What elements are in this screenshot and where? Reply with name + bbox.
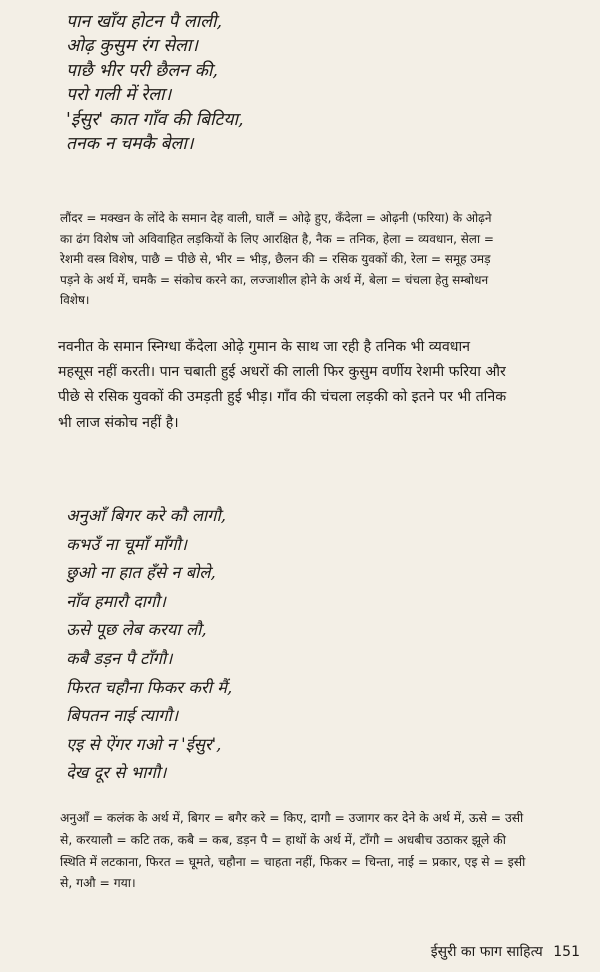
verse-stanza-1 (66, 10, 366, 156)
glossary-line: से, करयालौ = कटि तक, कबै = कब, डड़न पै = हाथों के अर्थ में, टाँगौ = अधबीच उठाकर झूले की (60, 832, 506, 847)
verse-line: अनुआँ बिगर करे कौ लागौ, (66, 506, 226, 525)
glossary-line: रेशमी वस्त्र विशेष, पाछै = पीछे से, भीर = भीड़, छैलन की = रसिक युवकों की, रेला = समूह उमड़ (60, 252, 491, 266)
verse-line: 'ईसुर' कात गाँव की बिटिया, (66, 109, 244, 130)
verse-stanza-2 (66, 502, 386, 788)
paragraph-line: महसूस नहीं करती। पान चबाती हुई अधरों की लाली फिर कुसुम वर्णीय रेशमी फरिया और (58, 364, 506, 381)
glossary-line: विशेष। (60, 293, 90, 307)
verse-line: पाछै भीर परी छैलन की, (66, 60, 218, 81)
glossary-line: का ढंग विशेष जो अविवाहित लड़कियों के लिए आरक्षित है, नैक = तनिक, हेला = व्यवधान, सेला = (60, 231, 494, 246)
verse-line: पान खाँय होटन पै लाली, (66, 12, 223, 32)
verse-line: छुओ ना हात हँसे न बोले, (66, 563, 216, 583)
glossary-block-2 (60, 808, 590, 895)
verse-line: एइ से ऐंगर गओ न 'ईसुर', (66, 734, 222, 754)
verse-line: देख दूर से भागौ। (66, 763, 167, 783)
paragraph-line: पीछे से रसिक युवकों की उमड़ती हुई भीड़। गाँव की चंचला लड़की को इतने पर भी तनिक (58, 389, 507, 406)
verse-line: ओढ़ कुसुम रंग सेला। (66, 36, 199, 57)
verse-line: कभउँ ना चूमाँ माँगौ। (66, 534, 188, 554)
paragraph-line: नवनीत के समान स्निग्धा कँदेला ओढ़े गुमान के साथ जा रही है तनिक भी व्यवधान (58, 339, 471, 355)
glossary-block-1 (60, 208, 588, 311)
running-title: ईसुरी का फाग साहित्य (430, 944, 543, 960)
glossary-line: स्थिति में लटकाना, फिरत = घूमते, चहौना = चाहता नहीं, फिकर = चिन्ता, नाई = प्रकार, एइ से = इसी (60, 854, 526, 869)
verse-line: ऊसे पूछ लेब करया लौ, (66, 620, 207, 640)
glossary-line: से, गऔ = गया। (60, 876, 136, 891)
glossary-line: लौंदर = मक्खन के लोंदे के समान देह वाली, घालैं = ओढ़े हुए, कँदेला = ओढ़नी (फरिया) के ओढ़ने (60, 211, 492, 225)
verse-line: नाँव हमारौ दागौ। (66, 591, 166, 611)
verse-line: बिपतन नाई त्यागौ। (66, 706, 179, 726)
commentary-paragraph (58, 335, 588, 436)
verse-line: कबै डड़न पै टाँगौ। (66, 648, 173, 668)
page-footer (431, 942, 580, 961)
paragraph-line: भी लाज संकोच नहीं है। (58, 414, 179, 431)
glossary-line: पड़ने के अर्थ में, चमकै = संकोच करने का, लज्जाशील होने के अर्थ में, बेला = चंचला हेतु सम्बोधन (60, 272, 489, 287)
verse-line: तनक न चमकै बेला। (66, 133, 194, 154)
verse-line: फिरत चहौना फिकर करी मैं, (66, 677, 233, 697)
glossary-line: अनुआँ = कलंक के अर्थ में, बिगर = बगैर करे = किए, दागौ = उजागर कर देने के अर्थ में, ऊसे = उसी (60, 811, 524, 825)
page-number: 151 (553, 944, 580, 960)
verse-line: परो गली में रेला। (66, 85, 172, 106)
